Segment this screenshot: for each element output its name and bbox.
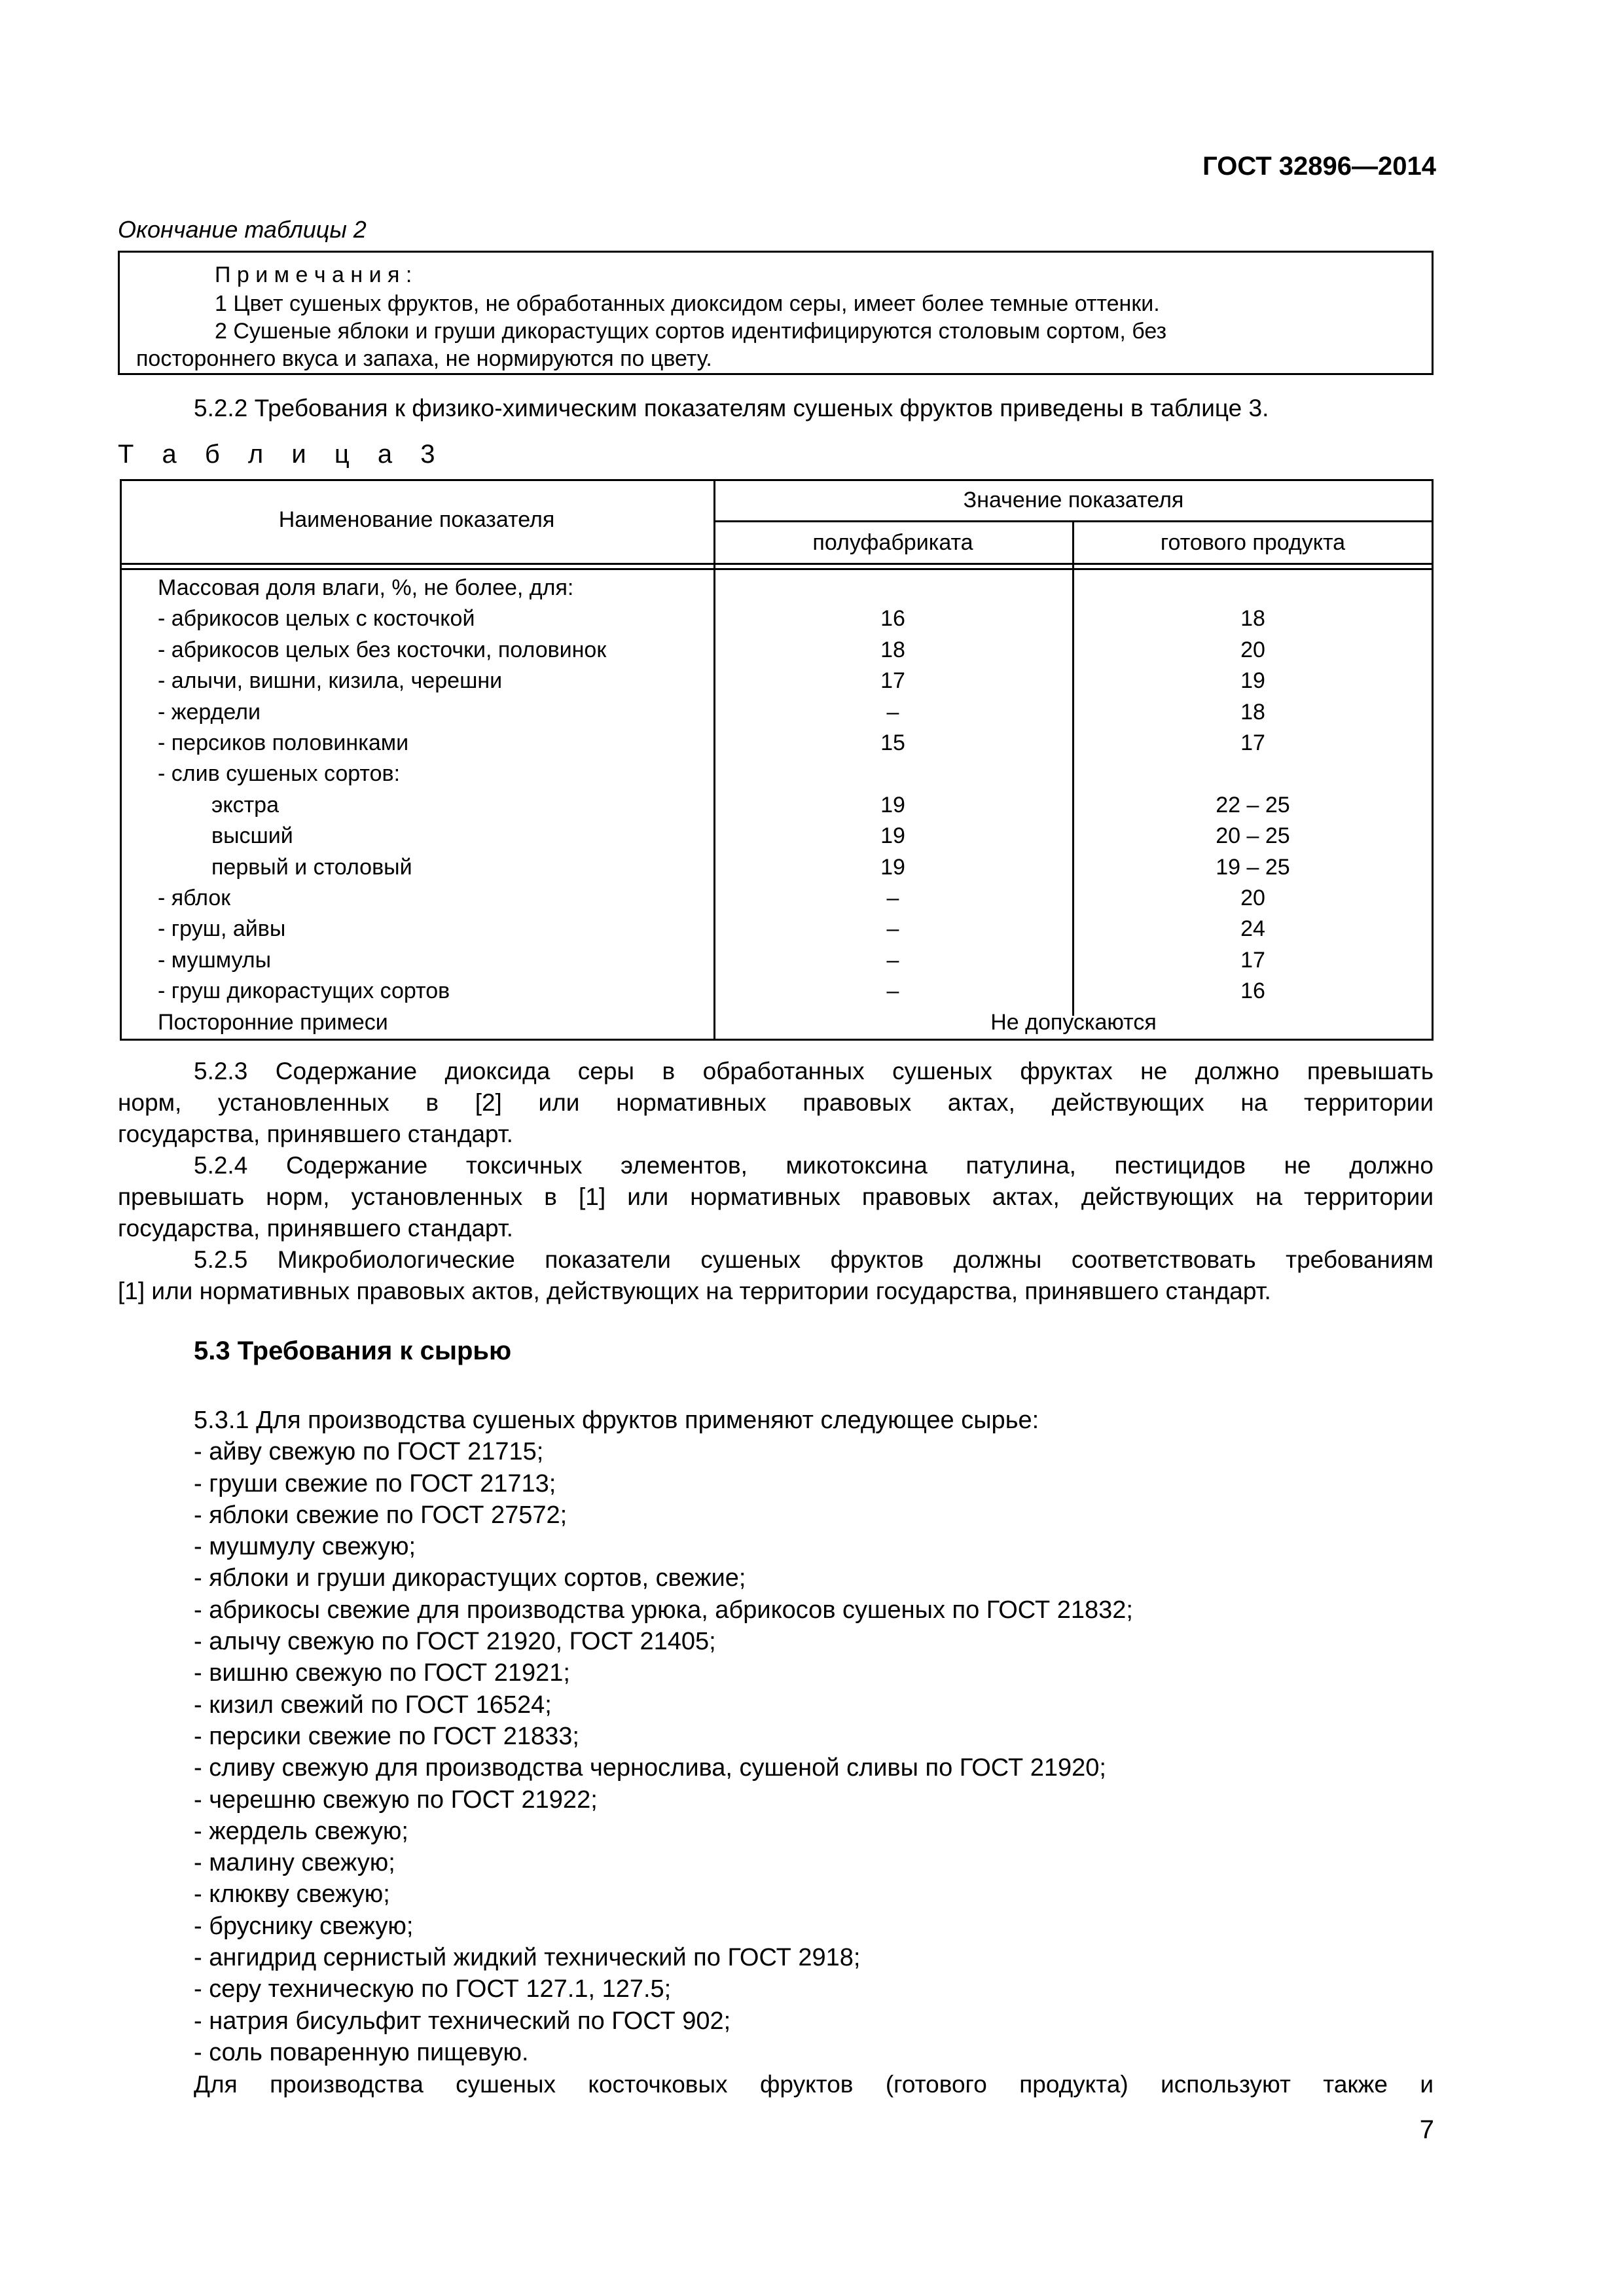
list-item: - сливу свежую для производства чернослива, сушеной сливы по ГОСТ 21920; [194, 1754, 1106, 1782]
row-final-value: 20 [1240, 637, 1265, 662]
row-final-value: 16 [1240, 978, 1265, 1004]
row-name: - абрикосов целых без косточки, половинок [158, 637, 607, 662]
page-number: 7 [1419, 2115, 1434, 2144]
table3-label: Т а б л и ц а 3 [118, 440, 446, 469]
table2-notes-box [118, 251, 1434, 375]
row-name: первый и столовый [211, 854, 412, 880]
list-item: - натрия бисульфит технический по ГОСТ 902; [194, 2007, 731, 2035]
row-final-value: 19 – 25 [1216, 854, 1290, 880]
row-final-value: 18 [1240, 699, 1265, 725]
list-item: - кизил свежий по ГОСТ 16524; [194, 1691, 552, 1719]
row-semi-value: – [886, 916, 899, 942]
row-semi-value: 19 [880, 792, 905, 817]
list-item: - персики свежие по ГОСТ 21833; [194, 1722, 579, 1750]
list-item: - алычу свежую по ГОСТ 21920, ГОСТ 21405; [194, 1628, 716, 1656]
row-final-value: 19 [1240, 668, 1265, 694]
row-semi-value: 19 [880, 854, 905, 880]
raw-materials-list [194, 1405, 1133, 2068]
list-item: - яблоки свежие по ГОСТ 27572; [194, 1501, 568, 1529]
list-item: - мушмулу свежую; [194, 1533, 416, 1561]
p523-line-3: государства, принявшего стандарт. [118, 1121, 513, 1147]
row-final-value: 17 [1240, 730, 1265, 755]
list-item: - вишню свежую по ГОСТ 21921; [194, 1659, 570, 1687]
paragraph-5-2-2: 5.2.2 Требования к физико-химическим показателям сушеных фруктов приведены в таблице 3. [194, 395, 1269, 422]
row-final-value: 20 – 25 [1216, 823, 1290, 849]
row-foreign-impurities-value: Не допускаются [990, 1010, 1157, 1035]
list-item: - айву свежую по ГОСТ 21715; [194, 1438, 544, 1466]
p524-line-2: превышать норм, установленных в [1] или нормативных правовых актах, действующих на территории [118, 1183, 1434, 1210]
row-name: - мушмулы [158, 947, 272, 973]
table3 [120, 479, 1434, 1041]
row-final-value: 18 [1240, 606, 1265, 632]
row-semi-value: 16 [880, 606, 905, 632]
row-semi-value: 19 [880, 823, 905, 849]
note-2-line-1: 2 Сушеные яблоки и груши дикорастущих сортов идентифицируются столовым сортом, без [215, 319, 1167, 344]
p531-last-line: Для производства сушеных косточковых фруктов (готового продукта) используют также и [194, 2071, 1434, 2098]
table-header-bottom [120, 563, 1434, 565]
row-name: - абрикосов целых с косточкой [158, 606, 475, 632]
list-item: - жердель свежую; [194, 1817, 408, 1845]
note-1: 1 Цвет сушеных фруктов, не обработанных диоксидом серы, имеет более темные оттенки. [215, 291, 1160, 316]
header-value-group: Значение показателя [963, 488, 1184, 512]
row-semi-value: – [886, 886, 899, 910]
row-name: - персиков половинками [158, 730, 409, 755]
list-item: - яблоки и груши дикорастущих сортов, свежие; [194, 1564, 746, 1592]
row-foreign-impurities-name: Посторонние примеси [158, 1010, 388, 1035]
table-header-bottom-double [120, 568, 1434, 570]
p524-line-3: государства, принявшего стандарт. [118, 1215, 513, 1242]
list-item: - ангидрид сернистый жидкий технический по ГОСТ 2918; [194, 1944, 861, 1972]
list-item: - малину свежую; [194, 1849, 395, 1877]
row-semi-value: – [886, 978, 899, 1004]
row-name: экстра [211, 792, 279, 817]
raw-materials-items [194, 1436, 1133, 2068]
notes-title: П р и м е ч а н и я : [215, 262, 412, 287]
row-name: - груш дикорастущих сортов [158, 978, 450, 1004]
row-name: - слив сушеных сортов: [158, 761, 401, 787]
row-semi-value: 17 [880, 668, 905, 694]
row-name: - жердели [158, 699, 261, 725]
p525-line-1: 5.2.5 Микробиологические показатели сушеных фруктов должны соответствовать требованиям [194, 1246, 1434, 1273]
document-code: ГОСТ 32896—2014 [1202, 152, 1436, 181]
row-name: - алычи, вишни, кизила, черешни [158, 668, 503, 694]
table2-continuation-caption: Окончание таблицы 2 [118, 216, 367, 243]
list-item: - соль поваренную пищевую. [194, 2038, 529, 2066]
row-final-value: 20 [1240, 886, 1265, 910]
list-item: - клюкву свежую; [194, 1880, 390, 1909]
header-name: Наименование показателя [278, 507, 555, 532]
header-semi: полуфабриката [812, 530, 973, 555]
row-semi-value: 18 [880, 637, 905, 662]
row-name: - груш, айвы [158, 916, 286, 942]
row-name: - яблок [158, 886, 231, 910]
list-item: - груши свежие по ГОСТ 21713; [194, 1469, 556, 1498]
table-border-bottom [120, 1039, 1434, 1041]
p525-line-2: [1] или нормативных правовых актов, действующих на территории государства, принявшего стандарт. [118, 1278, 1271, 1304]
p523-line-2: норм, установленных в [2] или нормативных правовых актах, действующих на территории [118, 1089, 1434, 1116]
row-semi-value: 15 [880, 730, 905, 755]
list-item: - черешню свежую по ГОСТ 21922; [194, 1785, 598, 1814]
row-semi-value: – [886, 947, 899, 973]
section-5-3-title: 5.3 Требования к сырью [194, 1336, 512, 1365]
row-final-value: 24 [1240, 916, 1265, 942]
note-2-line-2: постороннего вкуса и запаха, не нормируются по цвету. [136, 346, 712, 371]
header-final: готового продукта [1160, 530, 1346, 555]
row-name: высший [211, 823, 293, 849]
list-item: - абрикосы свежие для производства урюка, абрикосов сушеных по ГОСТ 21832; [194, 1596, 1133, 1624]
row-semi-value: – [886, 699, 899, 725]
row-final-value: 17 [1240, 947, 1265, 973]
row-final-value: 22 – 25 [1216, 792, 1290, 817]
row-name: Массовая доля влаги, %, не более, для: [158, 575, 574, 600]
list-item: - бруснику свежую; [194, 1912, 414, 1940]
p523-line-1: 5.2.3 Содержание диоксида серы в обработанных сушеных фруктах не должно превышать [194, 1058, 1434, 1085]
table-border-top [120, 479, 1434, 481]
list-item: - серу техническую по ГОСТ 127.1, 127.5; [194, 1975, 672, 2003]
p531-intro: 5.3.1 Для производства сушеных фруктов применяют следующее сырье: [194, 1407, 1039, 1434]
p524-line-1: 5.2.4 Содержание токсичных элементов, микотоксина патулина, пестицидов не должно [194, 1152, 1434, 1179]
